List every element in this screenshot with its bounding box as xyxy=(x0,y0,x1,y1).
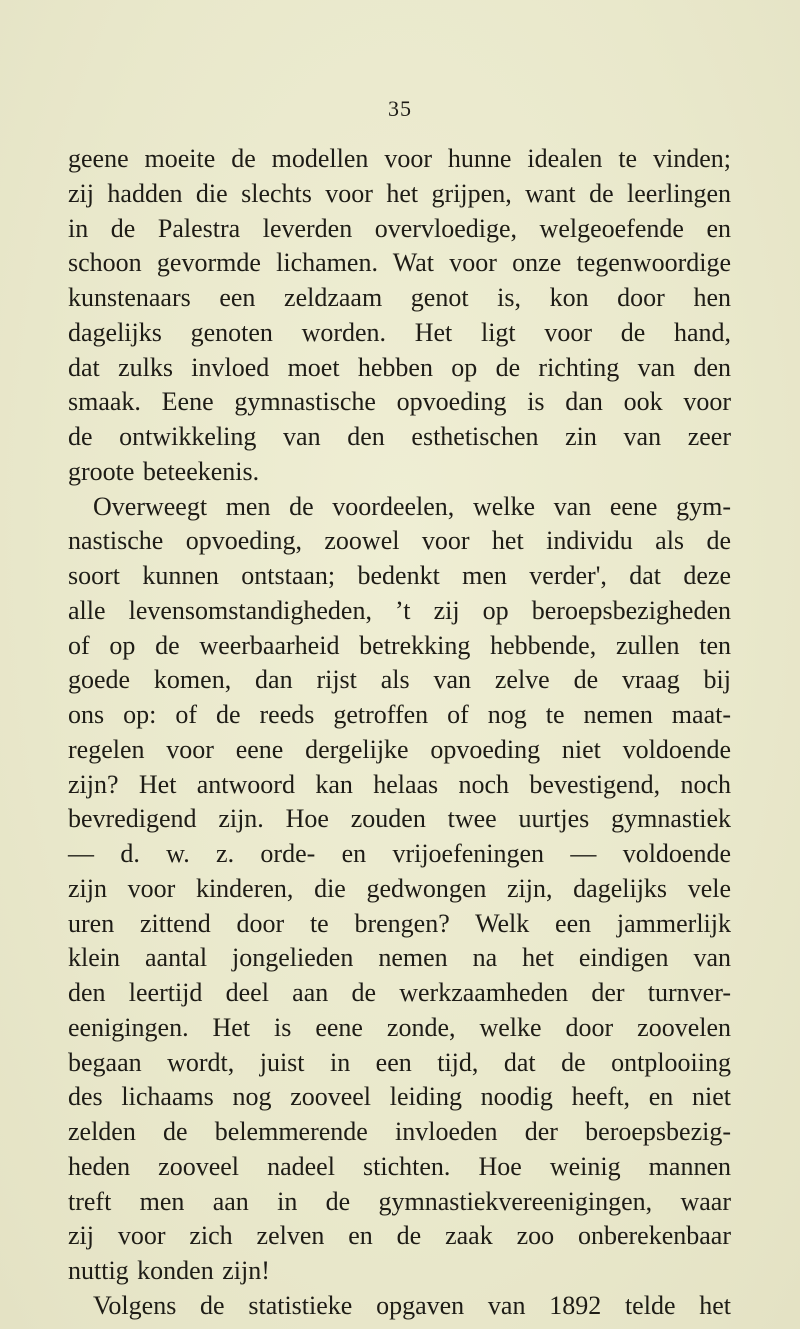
text-line: bevredigend zijn. Hoe zouden twee uurtjes gymnastiek xyxy=(68,804,731,834)
text-line: kunstenaars een zeldzaam genot is, kon door hen xyxy=(68,283,731,312)
text-line: geene moeite de modellen voor hunne idealen te vinden; xyxy=(68,144,731,173)
text-line: — d. w. z. orde- en vrijoefeningen — voldoende xyxy=(68,839,731,868)
text-line: nastische opvoeding, zoowel voor het individu als de xyxy=(68,526,731,556)
text-line: smaak. Eene gymnastische opvoeding is dan ook voor xyxy=(68,387,731,417)
text-line: nuttig konden zijn! xyxy=(68,1256,270,1285)
text-line: des lichaams nog zooveel leiding noodig heeft, en niet xyxy=(68,1082,731,1112)
text-line: in de Palestra leverden overvloedige, welgeoefende en xyxy=(68,213,731,243)
page-number: 35 xyxy=(388,96,412,121)
text-line: zijn voor kinderen, die gedwongen zijn, dagelijks vele xyxy=(68,873,731,903)
text-line: treft men aan in de gymnastiekvereenigingen, waar xyxy=(68,1186,731,1216)
text-line: zelden de belemmerende invloeden der beroepsbezig- xyxy=(68,1117,731,1146)
text-line: zij voor zich zelven en de zaak zoo onberekenbaar xyxy=(68,1221,731,1251)
text-line: alle levensomstandigheden, ’t zij op beroepsbezigheden xyxy=(68,595,731,625)
text-line: schoon gevormde lichamen. Wat voor onze tegenwoordige xyxy=(68,248,731,278)
text-line: groote beteekenis. xyxy=(68,456,260,486)
text-line: regelen voor eene dergelijke opvoeding niet voldoende xyxy=(68,734,731,764)
text-line: Volgens de statistieke opgaven van 1892 telde het xyxy=(93,1290,731,1320)
text-line: ons op: of de reeds getroffen of nog te nemen maat- xyxy=(68,700,731,729)
text-line: eenigingen. Het is eene zonde, welke door zoovelen xyxy=(68,1012,731,1042)
text-line: begaan wordt, juist in een tijd, dat de ontplooiing xyxy=(68,1047,731,1077)
text-line: zijn? Het antwoord kan helaas noch bevestigend, noch xyxy=(68,769,731,799)
text-line: of op de weerbaarheid betrekking hebbende, zullen ten xyxy=(68,630,731,660)
text-line: zij hadden die slechts voor het grijpen, want de leerlingen xyxy=(68,178,731,208)
text-line: den leertijd deel aan de werkzaamheden der turnver- xyxy=(68,978,731,1007)
text-line: soort kunnen ontstaan; bedenkt men verder', dat deze xyxy=(68,561,731,590)
text-line: goede komen, dan rijst als van zelve de vraag bij xyxy=(68,665,731,695)
text-line: klein aantal jongelieden nemen na het eindigen van xyxy=(68,943,731,973)
text-line: dat zulks invloed moet hebben op de richting van den xyxy=(68,352,731,382)
body-text xyxy=(68,142,731,1324)
text-line: uren zittend door te brengen? Welk een jammerlijk xyxy=(68,908,731,938)
text-line: heden zooveel nadeel stichten. Hoe weinig mannen xyxy=(68,1151,731,1181)
text-line: Overweegt men de voordeelen, welke van eene gym- xyxy=(93,491,731,521)
text-line: dagelijks genoten worden. Het ligt voor de hand, xyxy=(68,317,731,347)
text-line: de ontwikkeling van den esthetischen zin van zeer xyxy=(68,422,731,451)
